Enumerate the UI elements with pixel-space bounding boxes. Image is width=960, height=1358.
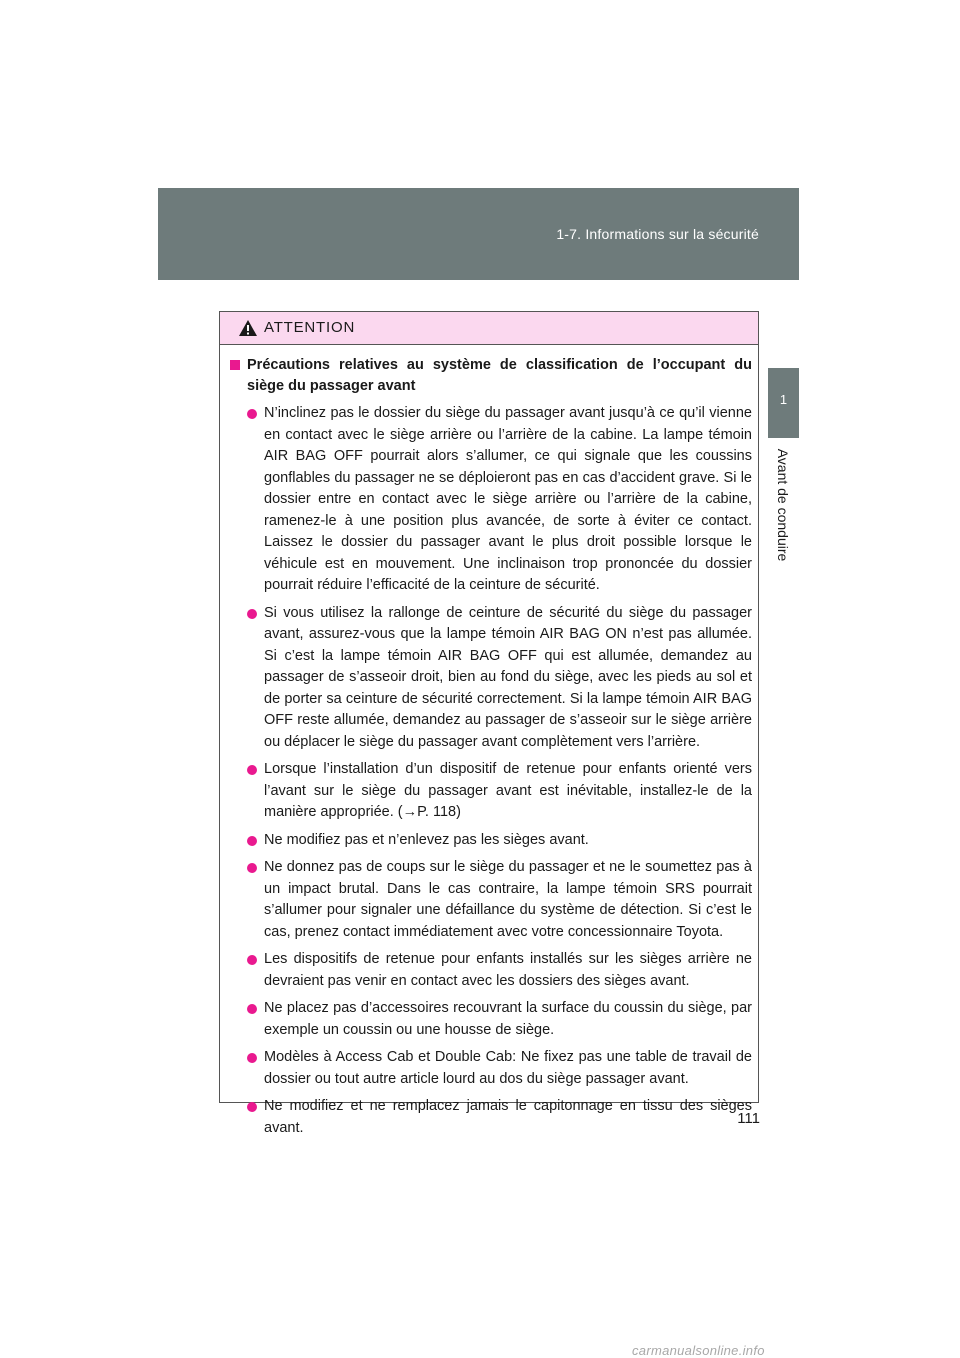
- list-item-text: Si vous utilisez la rallonge de ceinture de sécurité du siège du passager avant, assurez-vous que la lampe témoin AIR BAG ON n’est pas allumée. Si c’est la lampe témoin AIR BAG OFF qui est allumée, demandez au passager de s’asseoir droit, bien au fond du siège, avec les pieds au sol et de porter sa ceinture de sécurité correctement. Si la lampe témoin AIR BAG OFF reste allumée, demandez au passager de s’asseoir sur le siège arrière ou déplacer le siège du passager avant complètement vers l’arrière.: [264, 604, 752, 750]
- list-item: [230, 830, 752, 852]
- list-item: [230, 603, 752, 754]
- warning-body: [220, 345, 758, 1139]
- list-item: [230, 998, 752, 1041]
- list-item: [230, 1096, 752, 1139]
- list-item-text: Lorsque l’installation d’un dispositif de retenue pour enfants orienté vers l’avant sur le siège du passager avant est inévitable, installez-le de la manière appropriée. (→P. 118): [264, 761, 752, 820]
- warning-title: ATTENTION: [264, 319, 356, 336]
- warning-header: [220, 312, 758, 345]
- subsection-heading: [230, 355, 752, 397]
- bullet-icon: [247, 955, 257, 965]
- list-item-text: Modèles à Access Cab et Double Cab: Ne fixez pas une table de travail de dossier ou tout autre article lourd au dos du siège passager avant.: [264, 1049, 752, 1087]
- subsection-heading-text: Précautions relatives au système de classification de l’occupant du siège du passager avant: [247, 357, 752, 394]
- section-title: 1-7. Informations sur la sécurité: [556, 226, 759, 242]
- list-item: [230, 403, 752, 597]
- list-item-text: N’inclinez pas le dossier du siège du passager avant jusqu’à ce qu’il vienne en contact avec le siège arrière ou l’arrière de la cabine. La lampe témoin AIR BAG OFF pourrait alors s’allumer, ce qui signale que les coussins gonflables du passager ne se déploieront pas en cas d’accident grave. Si le dossier entre en contact avec le siège arrière ou l’arrière de la cabine, ramenez-le à une position plus avancée, de sorte à éviter ce contact. Laissez le dossier du passager avant le plus droit possible lorsque le véhicule est en mouvement. Une inclinaison trop prononcée du dossier pourrait réduire l’efficacité de la ceinture de sécurité.: [264, 405, 752, 593]
- bullet-icon: [247, 1053, 257, 1063]
- watermark: carmanualsonline.info: [632, 1343, 765, 1358]
- list-item-text: Ne modifiez et ne remplacez jamais le capitonnage en tissu des sièges avant.: [264, 1098, 752, 1136]
- list-item-text: Ne donnez pas de coups sur le siège du passager et ne le soumettez pas à un impact brutal. Dans le cas contraire, la lampe témoin SRS pourrait s’allumer pour signaler une défaillance du système de détection. Si c’est le cas, prenez contact immédiatement avec votre concessionnaire Toyota.: [264, 859, 752, 940]
- warning-triangle-icon: [238, 319, 258, 337]
- chapter-number: 1: [779, 392, 788, 407]
- chapter-tab: [768, 368, 799, 438]
- list-item: [230, 1047, 752, 1090]
- list-item: [230, 949, 752, 992]
- bullet-icon: [247, 836, 257, 846]
- bullet-icon: [247, 1004, 257, 1014]
- chapter-label: Avant de conduire: [775, 448, 791, 562]
- bullet-icon: [247, 409, 257, 419]
- bullet-icon: [247, 1102, 257, 1112]
- header-bar: [158, 188, 799, 280]
- bullet-icon: [247, 863, 257, 873]
- bullet-icon: [247, 765, 257, 775]
- list-item-text: Ne placez pas d’accessoires recouvrant la surface du coussin du siège, par exemple un coussin ou une housse de siège.: [264, 1000, 752, 1038]
- list-item: [230, 857, 752, 943]
- list-item-text: Les dispositifs de retenue pour enfants installés sur les sièges arrière ne devraient pas venir en contact avec les dossiers des sièges avant.: [264, 951, 752, 989]
- square-bullet-icon: [230, 360, 240, 370]
- page-number: 111: [737, 1110, 760, 1127]
- bullet-icon: [247, 609, 257, 619]
- list-item: [230, 759, 752, 824]
- list-item-text: Ne modifiez pas et n’enlevez pas les sièges avant.: [264, 831, 589, 848]
